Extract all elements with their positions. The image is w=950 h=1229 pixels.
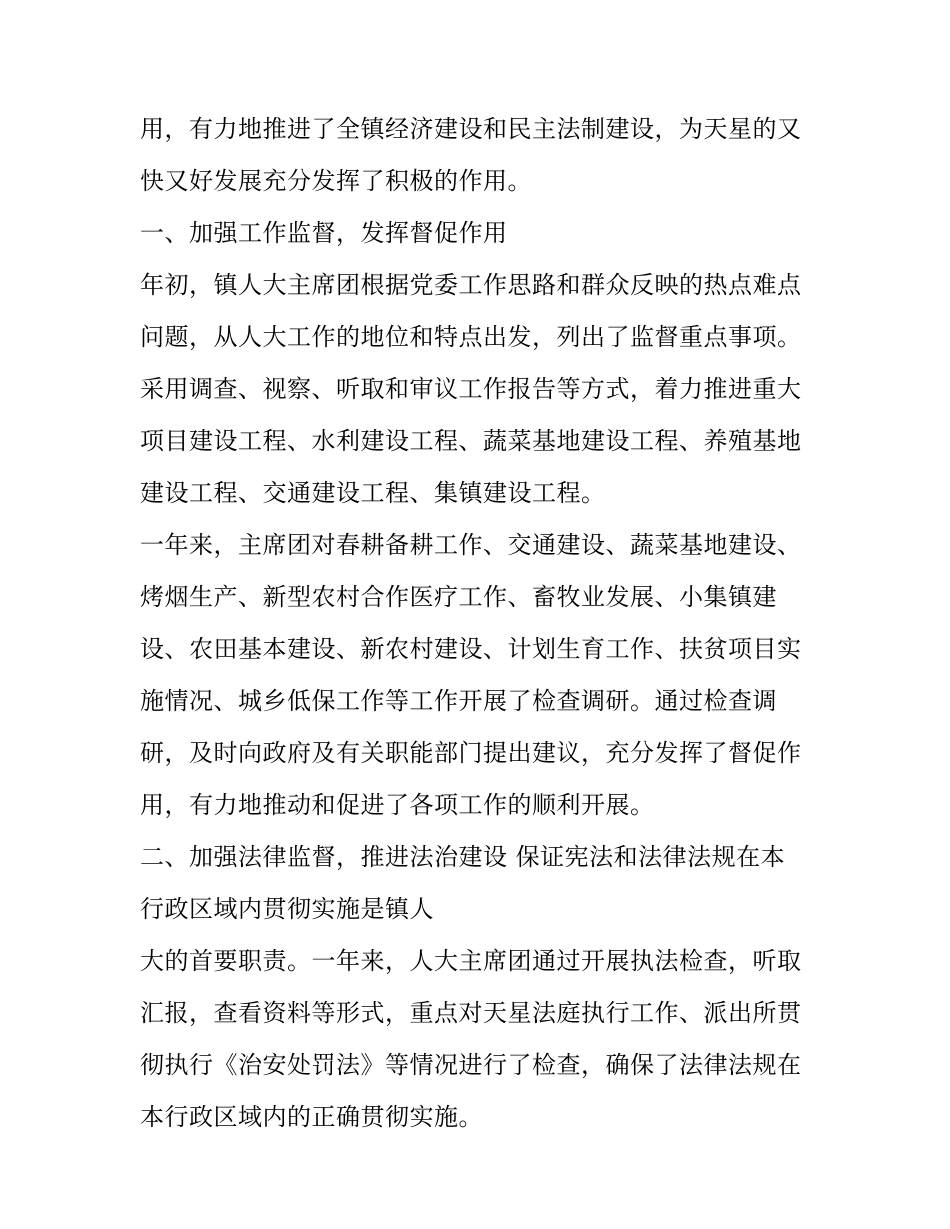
section-heading-1: 一、加强工作监督，发挥督促作用 xyxy=(140,219,508,247)
text-line-6: 采用调查、视察、听取和审议工作报告等方式，着力推进重大 xyxy=(140,375,802,403)
section-heading-2: 二、加强法律监督，推进法治建设 保证宪法和法律法规在本 xyxy=(140,843,786,871)
text-line-19: 彻执行《治安处罚法》等情况进行了检查，确保了法律法规在 xyxy=(140,1051,802,1079)
text-line-4: 年初，镇人大主席团根据党委工作思路和群众反映的热点难点 xyxy=(140,271,802,299)
text-line-11: 设、农田基本建设、新农村建设、计划生育工作、扶贫项目实 xyxy=(140,635,802,663)
text-line-20: 本行政区域内的正确贯彻实施。 xyxy=(140,1103,483,1131)
text-line-13: 研，及时向政府及有关职能部门提出建议，充分发挥了督促作 xyxy=(140,739,802,767)
text-line-5: 问题，从人大工作的地位和特点出发，列出了监督重点事项。 xyxy=(140,323,802,351)
text-line-10: 烤烟生产、新型农村合作医疗工作、畜牧业发展、小集镇建 xyxy=(140,583,777,611)
text-line-17: 大的首要职责。一年来，人大主席团通过开展执法检查，听取 xyxy=(140,947,802,975)
text-line-16: 行政区域内贯彻实施是镇人 xyxy=(140,895,434,923)
text-line-8: 建设工程、交通建设工程、集镇建设工程。 xyxy=(140,479,606,507)
document-body xyxy=(140,103,820,1143)
text-line-9: 一年来，主席团对春耕备耕工作、交通建设、蔬菜基地建设、 xyxy=(140,531,802,559)
text-line-14: 用，有力地推动和促进了各项工作的顺利开展。 xyxy=(140,791,655,819)
text-line-18: 汇报，查看资料等形式，重点对天星法庭执行工作、派出所贯 xyxy=(140,999,802,1027)
text-line-7: 项目建设工程、水利建设工程、蔬菜基地建设工程、养殖基地 xyxy=(140,427,802,455)
text-line-2: 快又好发展充分发挥了积极的作用。 xyxy=(140,167,532,195)
text-line-1: 用，有力地推进了全镇经济建设和民主法制建设，为天星的又 xyxy=(140,115,802,143)
text-line-12: 施情况、城乡低保工作等工作开展了检查调研。通过检查调 xyxy=(140,687,777,715)
